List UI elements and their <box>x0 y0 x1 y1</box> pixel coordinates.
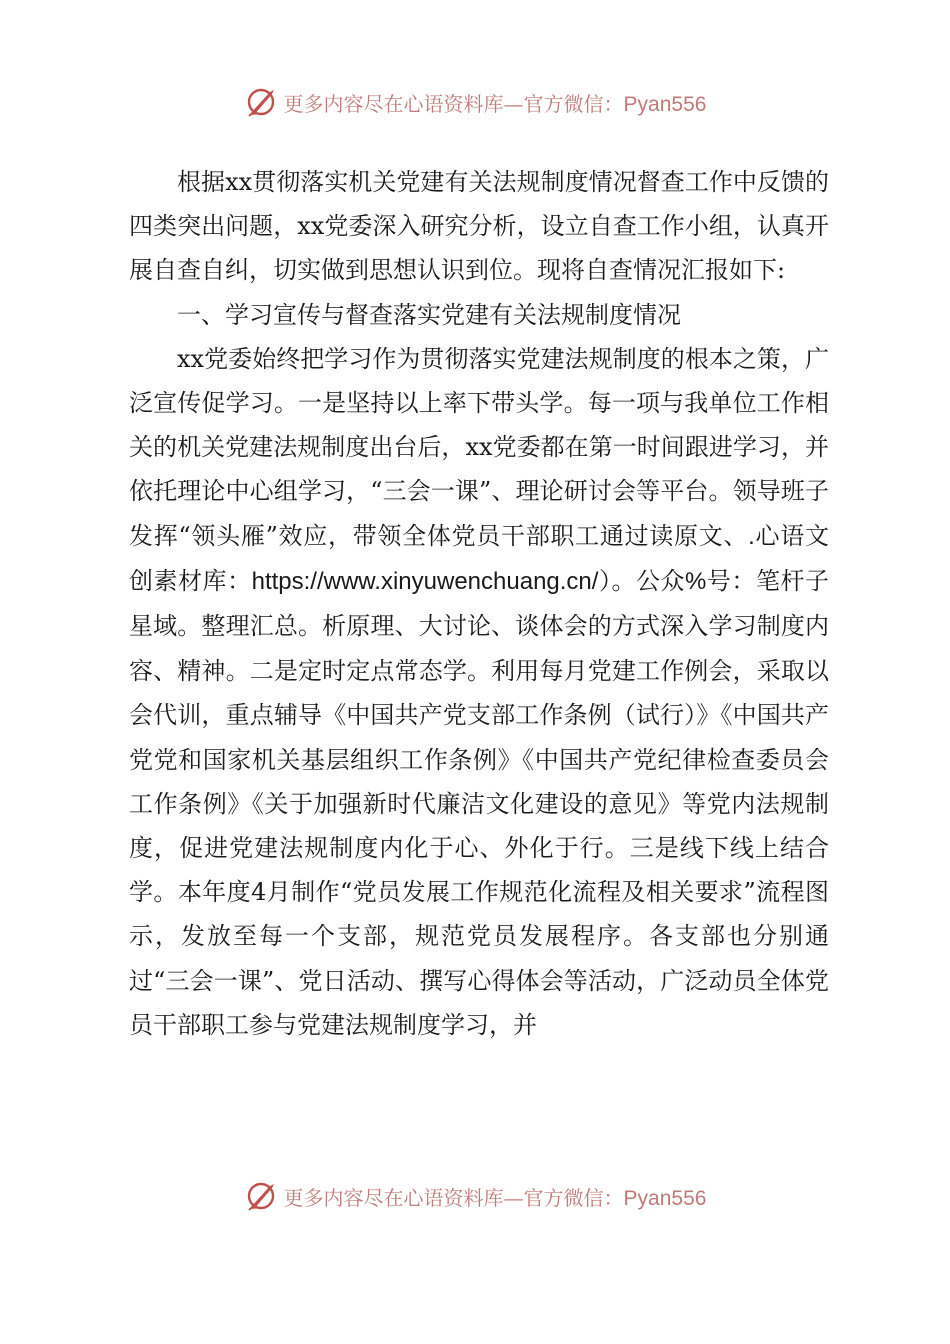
header-banner <box>0 82 950 122</box>
banner-text: 更多内容尽在心语资料库—官方微信：Pyan556 <box>283 91 707 116</box>
wechat-id: Pyan556 <box>623 92 707 116</box>
footer-banner <box>0 1176 950 1216</box>
section-heading: 一、学习宣传与督查落实党建有关法规制度情况 <box>177 300 681 329</box>
document-body <box>129 160 829 1047</box>
body-link-text: .心语文创素材库：https://www.xinyuwenchuang.cn/）。公众%号：笔杆子星域。整理汇总。 <box>129 522 829 641</box>
body-text-part2: 析原理、大讨论、谈体会的方式深入学习制度内容、精神。二是定时定点常态学。利用每月党建工作例会，采取以会代训，重点辅导《中国共产党支部工作条例（试行）》《中国共产党党和国家机关基层组织工作条例》《中国共产党纪律检查委员会工作条例》《关于加强新时代廉洁文化建设的意见》等党内法规制度，促进党建法规制度内化于心、外化于行。三是线下线上结合学。本年度4月制作“党员发展工作规范化流程及相关要求”流程图示，发放至每一个支部，规范党员发展程序。各支部也分别通过“三会一课”、党日活动、撰写心得体会等活动，广泛动员全体党员干部职工参与党建法规制度学习，并 <box>129 612 830 1039</box>
body-text-part1: xx党委始终把学习作为贯彻落实党建法规制度的根本之策，广泛宣传促学习。一是坚持以上率下带头学。每一项与我单位工作相关的机关党建法规制度出台后，xx党委都在第一时间跟进学习，并依托理论中心组学习，“三会一课”、理论研讨会等平台。领导班子发挥“领头雁”效应，带领全体党员干部职工通过读原文、 <box>129 344 829 550</box>
banner-text: 更多内容尽在心语资料库—官方微信：Pyan556 <box>283 1185 707 1210</box>
intro-paragraph: 根据xx贯彻落实机关党建有关法规制度情况督查工作中反馈的四类突出问题，xx党委深入研究分析，设立自查工作小组，认真开展自查自纠，切实做到思想认识到位。现将自查情况汇报如下: <box>129 168 829 285</box>
wechat-id: Pyan556 <box>623 1186 707 1210</box>
quill-logo-icon <box>244 1178 280 1214</box>
quill-logo-icon <box>244 84 280 120</box>
body-paragraph <box>129 337 829 1047</box>
